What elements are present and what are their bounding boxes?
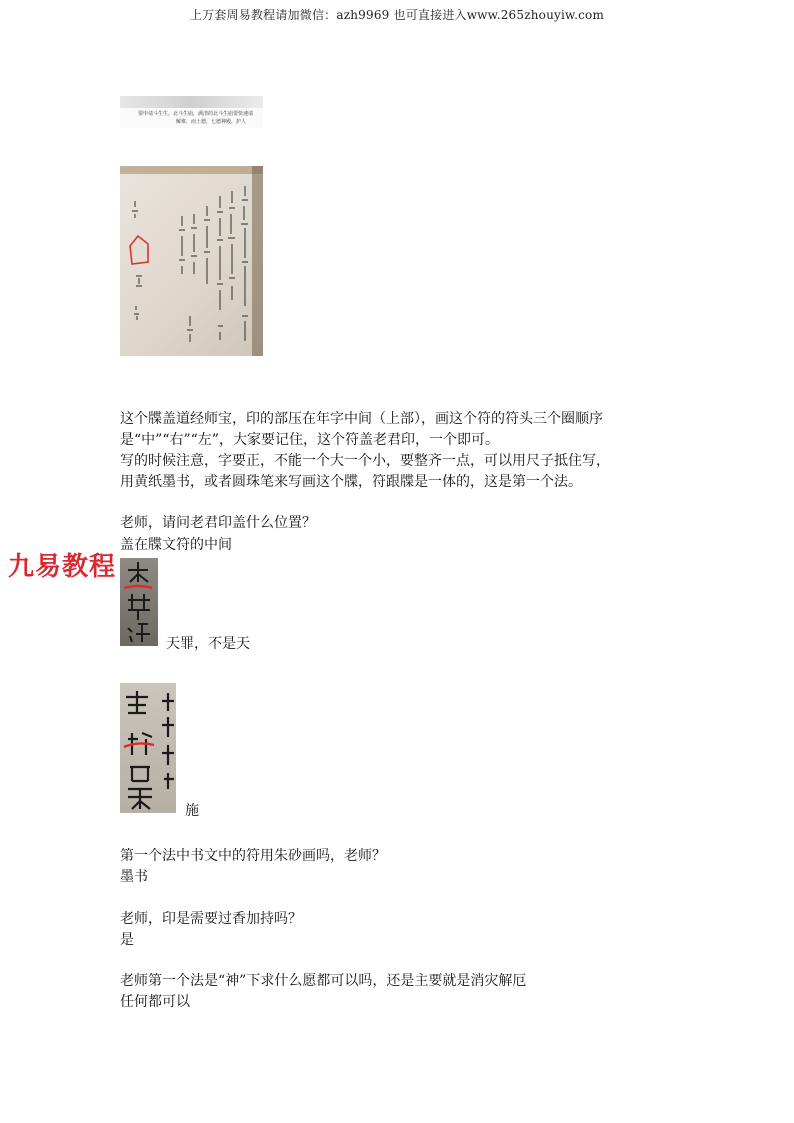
caption-text: 施: [185, 803, 199, 819]
question-line: 第一个法中书文中的符用朱砂画吗，老师？: [120, 848, 386, 864]
watermark-logo: 九易教程: [8, 552, 117, 582]
handwriting-crop-image: [120, 683, 176, 813]
answer-line: 任何都可以: [120, 994, 190, 1010]
handwriting-crop-drawing: [120, 683, 176, 813]
snippet-line-1: 要申请斗生生，北斗生庙，满清的北斗生庙要快速请: [138, 111, 254, 117]
paragraph-line: 这个牒盖道经师宝，印的部压在年字中间（上部），画这个符的符头三个圈顺序: [120, 411, 603, 427]
page-header: 上万套周易教程请加微信：azh9969 也可直接进入www.265zhouyiw.com: [189, 8, 605, 22]
answer-line: 盖在牒文符的中间: [120, 537, 232, 553]
question-line: 老师第一个法是“神”下求什么愿都可以吗，还是主要就是消灾解厄: [120, 973, 527, 989]
document-snippet-image: [120, 96, 263, 128]
paragraph-line: 用黄纸墨书，或者圆珠笔来写画这个牒，符跟牒是一体的，这是第一个法。: [120, 474, 582, 490]
paragraph-line: 是“中”“右”“左”，大家要记住，这个符盖老君印，一个即可。: [120, 432, 499, 448]
handwriting-crop-drawing: [120, 558, 158, 646]
handwritten-document-drawing: [120, 166, 263, 356]
snippet-line-2: 解难，而土德，七德神殿，护人: [176, 119, 247, 125]
answer-line: 是: [120, 932, 134, 948]
answer-line: 墨书: [120, 869, 148, 885]
question-line: 老师，印是需要过香加持吗？: [120, 911, 302, 927]
handwritten-document-photo: [120, 166, 263, 356]
paragraph-line: 写的时候注意，字要正，不能一个大一个小，要整齐一点，可以用尺子抵住写，: [120, 453, 610, 469]
caption-text: 天罪，不是天: [166, 636, 250, 652]
handwriting-crop-image: [120, 558, 158, 646]
question-line: 老师，请问老君印盖什么位置？: [120, 515, 316, 531]
